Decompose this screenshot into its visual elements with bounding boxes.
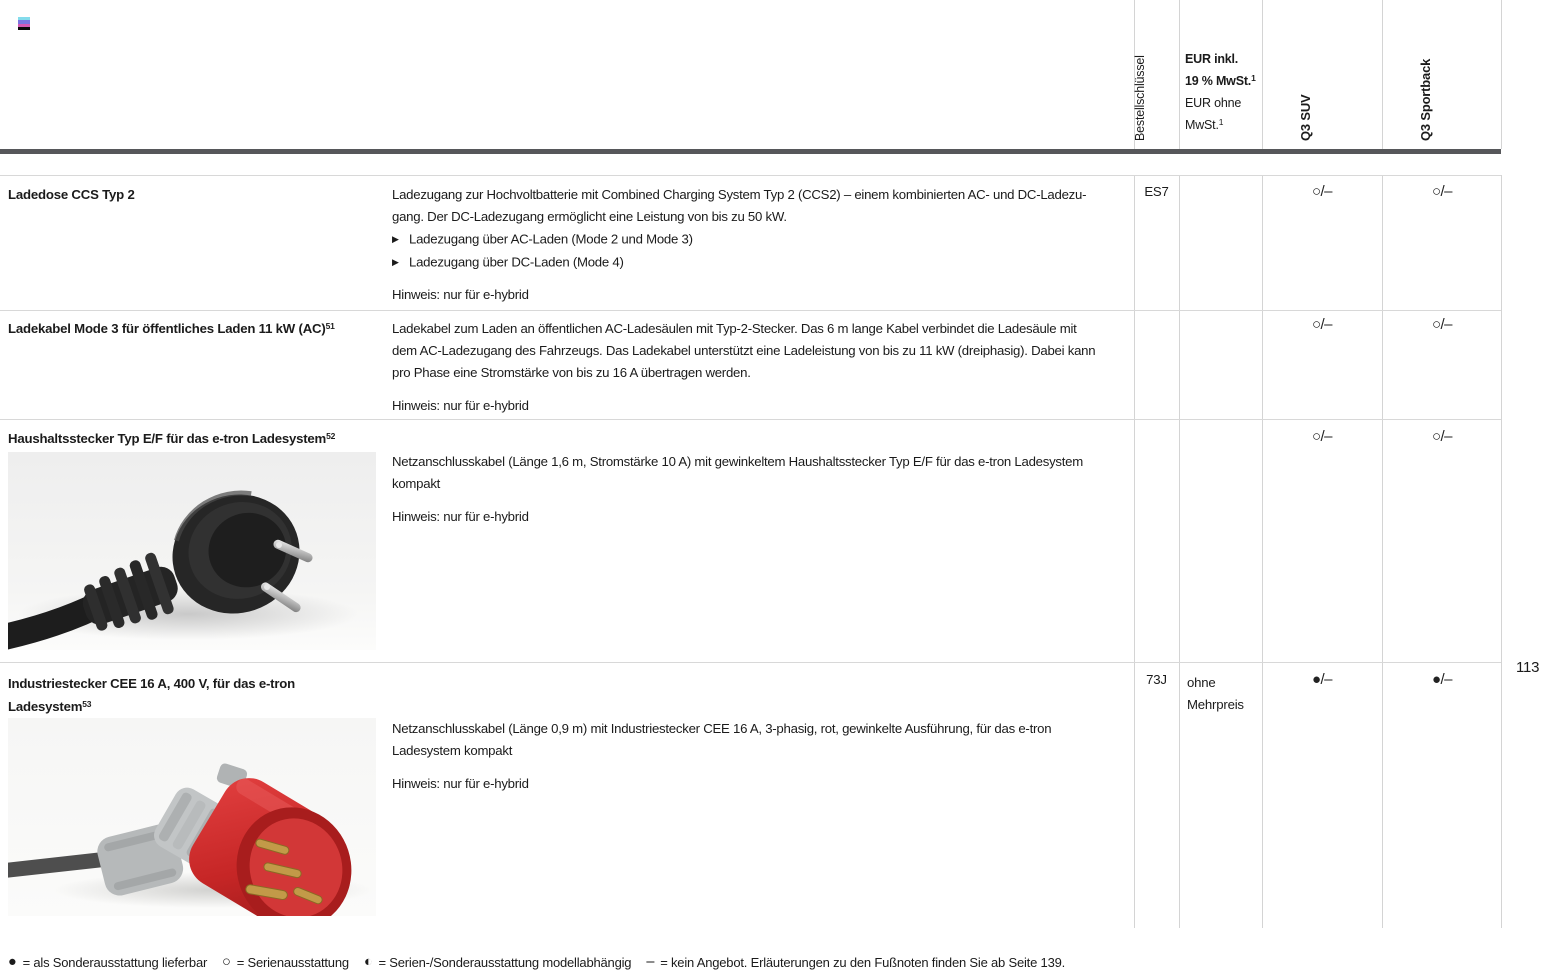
product-note: Hinweis: nur für e-hybrid (392, 287, 529, 302)
product-title-text: Haushaltsstecker Typ E/F für das e-tron Ladesystem (8, 431, 327, 446)
bullet-text: Ladezugang über AC-Laden (Mode 2 und Mode 3) (409, 231, 693, 247)
product-description (392, 184, 1086, 306)
footnote-marker: 1 (1251, 73, 1256, 83)
product-title-text: Ladesystem (8, 699, 83, 714)
legend-text: = Serienausstattung (236, 955, 349, 970)
bullet-text: Ladezugang über DC-Laden (Mode 4) (409, 254, 624, 269)
price-header-line (1185, 70, 1256, 92)
legend-item (222, 955, 349, 970)
product-description (392, 451, 1083, 528)
availability-q3-sportback: ○/– (1431, 183, 1453, 200)
legend-item (364, 955, 631, 970)
description-line: kompakt (392, 476, 441, 491)
description-line: Ladekabel zum Laden an öffentlichen AC-Ladesäulen mit Typ-2-Stecker. Das 6 m lange Kabel verbindet die Ladesäule mit (392, 321, 1077, 336)
description-line: dem AC-Ladezugang des Fahrzeugs. Das Ladekabel unterstützt eine Ladeleistung von bis zu 11 kW (dreiphasig). Dabei kann (392, 343, 1096, 358)
legend-item (8, 955, 207, 970)
product-description (392, 718, 1051, 795)
availability-q3-suv: ●/– (1311, 671, 1333, 688)
row-separator (0, 175, 1501, 176)
product-title (8, 427, 335, 450)
order-code: ES7 (1144, 184, 1169, 199)
availability-q3-sportback: ●/– (1431, 671, 1453, 688)
table-gridline (1382, 175, 1383, 928)
table-gridline (1501, 0, 1502, 149)
price-header-text: 19 % MwSt. (1185, 74, 1252, 88)
price-header-line (1185, 114, 1256, 136)
product-title-line (8, 695, 295, 718)
price-header-line (1185, 48, 1256, 70)
product-title-text: Ladedose CCS Typ 2 (8, 187, 135, 202)
registration-stripe-black (18, 27, 30, 30)
bullet-triangle-icon: ▶ (392, 234, 399, 244)
legend-footer (8, 955, 1065, 970)
description-line: Ladezugang zur Hochvoltbatterie mit Combined Charging System Typ 2 (CCS2) – einem kombinierten AC- und DC-Ladezu- (392, 187, 1087, 202)
red-industrial-plug-photo (8, 718, 376, 916)
footnote-marker: 53 (82, 699, 92, 709)
page-number: 113 (1516, 659, 1540, 676)
description-line: pro Phase eine Stromstärke von bis zu 16 A übertragen werden. (392, 365, 751, 380)
price-header-text: EUR inkl. (1185, 52, 1239, 66)
footnote-marker: 52 (326, 431, 336, 441)
dash-icon: – (646, 954, 655, 970)
column-header-q3-suv: Q3 SUV (1298, 94, 1313, 141)
table-gridline (1179, 0, 1180, 149)
description-line: Netzanschlusskabel (Länge 1,6 m, Stromstärke 10 A) mit gewinkeltem Haushaltsstecker Typ E/F für das e-tron Ladesystem (392, 454, 1084, 469)
filled-circle-icon: ● (8, 954, 17, 970)
price-header-line (1185, 92, 1256, 114)
price-header-text: EUR ohne (1185, 96, 1242, 110)
row-separator (0, 662, 1501, 663)
description-line: Ladesystem kompakt (392, 743, 513, 758)
availability-q3-sportback: ○/– (1431, 316, 1453, 333)
row-separator (0, 310, 1501, 311)
column-header-q3-sportback: Q3 Sportback (1418, 58, 1433, 141)
availability-q3-suv: ○/– (1311, 428, 1333, 445)
description-line: gang. Der DC-Ladezugang ermöglicht eine Leistung von bis zu 50 kW. (392, 209, 787, 224)
product-description (392, 318, 1095, 417)
column-header-price (1185, 48, 1256, 136)
order-code: 73J (1146, 672, 1167, 687)
availability-q3-suv: ○/– (1311, 316, 1333, 333)
black-household-plug-photo (8, 452, 376, 650)
product-title (8, 672, 295, 718)
half-circle-icon: ◐ (363, 954, 373, 970)
availability-q3-sportback: ○/– (1431, 428, 1453, 445)
table-gridline (1382, 0, 1383, 149)
table-gridline (1134, 175, 1135, 928)
price-value (1187, 672, 1244, 716)
price-line: Mehrpreis (1187, 697, 1244, 712)
product-note: Hinweis: nur für e-hybrid (392, 398, 529, 413)
product-note: Hinweis: nur für e-hybrid (392, 776, 529, 791)
product-title (8, 317, 335, 340)
footnote-marker: 51 (325, 321, 335, 331)
legend-text: = als Sonderausstattung lieferbar (22, 955, 208, 970)
price-line: ohne (1187, 675, 1216, 690)
table-gridline (1501, 175, 1502, 928)
bullet-item (392, 251, 1086, 274)
row-separator (0, 419, 1501, 420)
product-title-line (8, 672, 295, 695)
bullet-item (392, 228, 1086, 251)
legend-item (646, 955, 1065, 970)
open-circle-icon: ○ (222, 954, 231, 970)
product-title-text: Industriestecker CEE 16 A, 400 V, für das e-tron (8, 676, 295, 691)
product-title (8, 183, 135, 206)
availability-q3-suv: ○/– (1311, 183, 1333, 200)
color-registration-mark (18, 17, 30, 30)
footnote-marker: 1 (1218, 117, 1224, 127)
description-line: Netzanschlusskabel (Länge 0,9 m) mit Industriestecker CEE 16 A, 3-phasig, rot, gewinkelte Ausführung, für das e-tron (392, 721, 1052, 736)
column-header-bestellschluessel: Bestellschlüssel (1133, 55, 1147, 141)
table-gridline (1262, 175, 1263, 928)
legend-text: = Serien-/Sonderausstattung modellabhängig (378, 955, 632, 970)
legend-text: = kein Angebot. Erläuterungen zu den Fußnoten finden Sie ab Seite 139. (660, 955, 1066, 970)
table-gridline (1179, 175, 1180, 928)
table-gridline (1262, 0, 1263, 149)
price-header-text: MwSt. (1185, 118, 1219, 132)
bullet-triangle-icon: ▶ (392, 256, 399, 267)
product-title-text: Ladekabel Mode 3 für öffentliches Laden 11 kW (AC) (8, 321, 326, 336)
product-note: Hinweis: nur für e-hybrid (392, 509, 529, 524)
header-divider-rule (0, 149, 1501, 154)
